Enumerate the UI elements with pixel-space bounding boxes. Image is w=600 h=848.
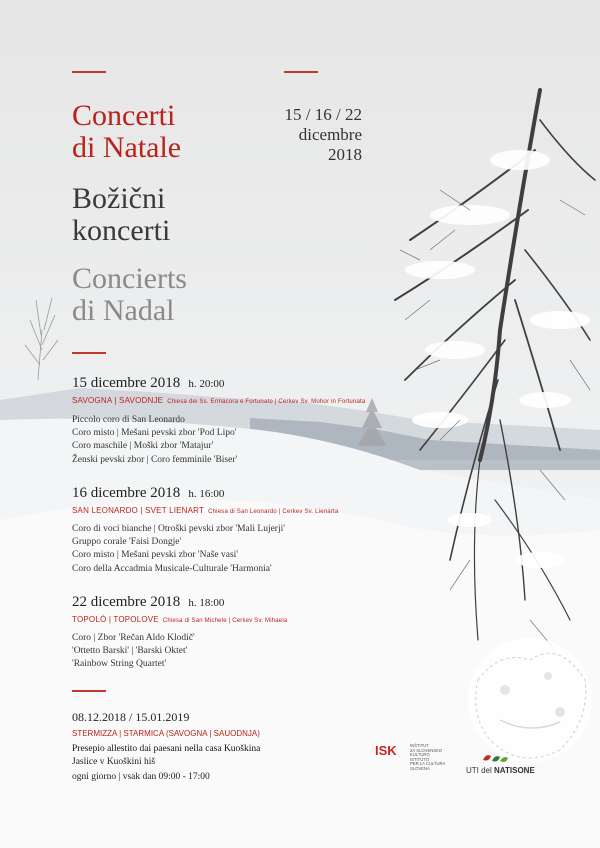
performer-line: 'Rainbow String Quartet' [72, 659, 167, 670]
title-slovene-line2: koncerti [72, 214, 171, 247]
exhibition-dates: 08.12.2018 / 15.01.2019 [72, 710, 190, 724]
event-2-date [72, 485, 224, 502]
performer-line: Piccolo coro di San Leonardo [72, 415, 185, 425]
event-3-church: Chiesa di San Michele | Cerkev Sv. Mihaela [162, 618, 288, 624]
event-2-church: Chiesa di San Leonardo | Cerkev Sv. Lienarta [208, 509, 339, 515]
performer-line: Coro misto | Mešani pevski zbor 'Pod Lipo' [72, 428, 237, 439]
dates-month: dicembre [298, 125, 362, 144]
uti-natisone: NATISONE [494, 766, 535, 775]
isk-line: PER LA CULTURA [410, 761, 446, 767]
event-3-time: h. 18:00 [188, 597, 225, 609]
title-slovene-line1: Božični [72, 182, 166, 215]
title-italian-line2: di Natale [72, 131, 182, 164]
dates-days: 15 / 16 / 22 [284, 105, 362, 124]
uti-name [466, 766, 535, 775]
uti-prefix: UTI del [466, 766, 492, 775]
isk-line: KULTURO [410, 752, 430, 758]
title-friulian [72, 263, 187, 327]
concert-dates [282, 105, 362, 165]
isk-line: INŠTITUT [410, 743, 429, 748]
isk-line: ZA SLOVENSKO [410, 747, 443, 753]
performer-line: Coro misto | Mešani pevski zbor 'Naše vasi' [72, 550, 239, 561]
event-2-place-name: SAN LEONARDO | SVET LIENART [72, 506, 205, 515]
title-slovene [72, 183, 170, 247]
event-3-date [72, 594, 224, 611]
performer-line: 'Ottetto Barski' | 'Barski Oktet' [72, 646, 188, 657]
title-italian-line1: Concerti [72, 99, 176, 132]
event-1-place-name: SAVOGNA | SAVODNJE [72, 396, 164, 405]
event-1-place [72, 396, 365, 405]
event-1-date [72, 375, 224, 392]
isk-acronym: ISK [375, 743, 397, 758]
exhibition-desc-slo: Jaslice v Kuoškini hiš [72, 757, 156, 767]
title-italian [72, 100, 181, 164]
performer-line: Coro di voci bianche | Otroški pevski zbor 'Mali Lujerji' [72, 524, 285, 534]
section-rule [72, 352, 106, 354]
isk-line: ISTITUTO [410, 756, 429, 762]
exhibition-hours: ogni giorno | vsak dan 09:00 - 17:00 [72, 772, 210, 782]
exhibition-rule [72, 690, 106, 692]
performer-line: Gruppo corale 'Faisi Dongje' [72, 537, 182, 548]
event-3-performers [72, 632, 195, 672]
event-3-place [72, 615, 287, 624]
performer-line: Coro maschile | Moški zbor 'Matajur' [72, 441, 214, 452]
title-friulian-line2: di Nadal [72, 294, 175, 327]
event-2-place [72, 506, 338, 515]
exhibition-desc-main: Presepio allestito dai paesani nella casa Kuoškina [72, 744, 261, 754]
event-2-performers [72, 523, 285, 576]
dates-year: 2018 [328, 145, 362, 164]
event-1-time: h. 20:00 [188, 378, 225, 390]
event-3-date-text: 22 dicembre 2018 [72, 594, 181, 610]
top-rule-left [72, 71, 106, 73]
isk-institute-name [410, 744, 462, 772]
event-2-time: h. 16:00 [188, 488, 225, 500]
exhibition-place: STERMIZZA | STARMICA (SAVOGNA | SAUODNJA) [72, 729, 260, 738]
event-1-performers [72, 414, 237, 467]
performer-line: Coro | Zbor 'Rečan Aldo Klodič' [72, 633, 195, 643]
event-2-date-text: 16 dicembre 2018 [72, 485, 181, 501]
title-friulian-line1: Concierts [72, 262, 187, 295]
exhibition-description [72, 743, 260, 784]
isk-logo [375, 743, 463, 775]
event-1-date-text: 15 dicembre 2018 [72, 375, 181, 391]
performer-line: Ženski pevski zbor | Coro femminile 'Biser' [72, 454, 238, 465]
uti-natisone-logo [466, 752, 536, 778]
top-rule-right [284, 71, 318, 73]
performer-line: Coro della Accadmia Musicale-Culturale 'Harmonia' [72, 563, 272, 574]
leaves-icon [480, 752, 510, 766]
isk-line: SLOVENA [410, 765, 430, 771]
event-3-place-name: TOPOLÒ | TOPOLOVE [72, 615, 159, 624]
event-1-church: Chiesa dei Ss. Ermacora e Fortunato | Cerkev Sv. Mohor in Fortunata [167, 399, 366, 405]
